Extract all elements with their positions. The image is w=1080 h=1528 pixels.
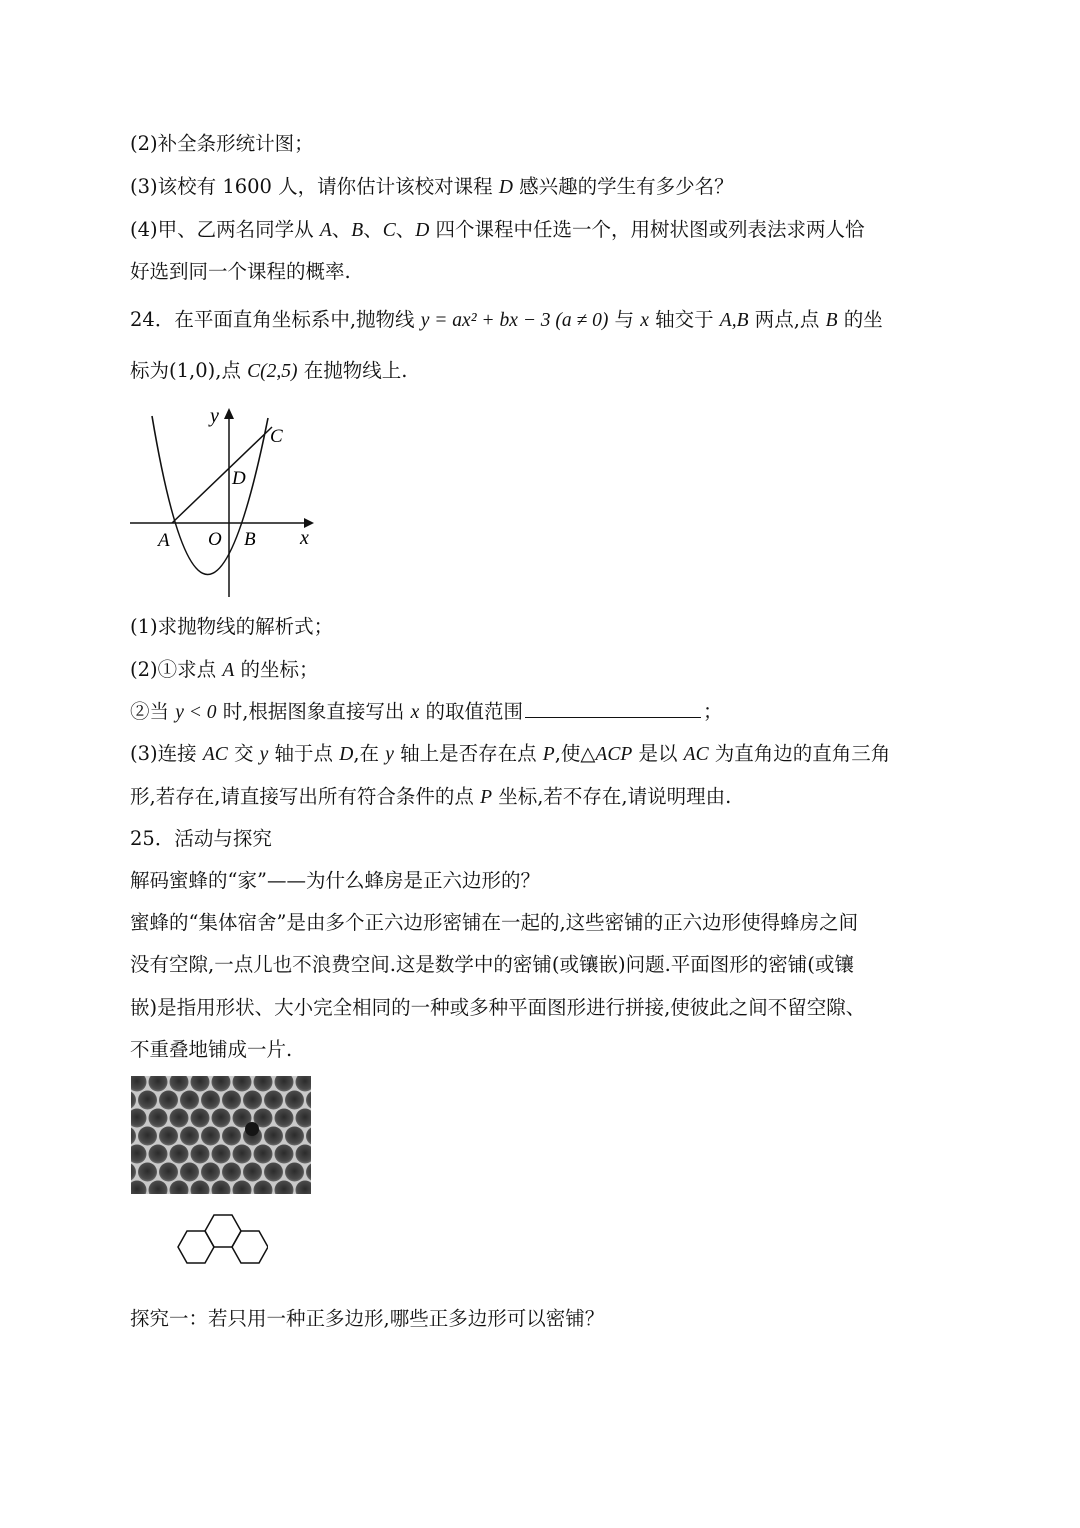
q25-subtitle: 解码蜜蜂的“家”——为什么蜂房是正六边形的？ [130,869,540,892]
honeycomb-cell [201,1127,220,1146]
honeycomb-cell [222,1091,241,1110]
hexagon-top [205,1215,241,1247]
q24-part3-line2: 形,若存在,请直接写出所有符合条件的点 P 坐标,若不存在,请说明理由. [130,785,732,808]
label-d: D [232,468,246,489]
q24-part2-1: (2)①求点 A 的坐标； [130,658,319,681]
honeycomb-cell [212,1109,231,1128]
label-b: B [244,529,256,550]
honeycomb-cell [159,1127,178,1146]
parabola-figure [128,402,328,602]
honeycomb-cell [191,1109,210,1128]
honeycomb-cell [243,1163,262,1182]
q25-para-line1: 蜜蜂的“集体宿舍”是由多个正六边形密铺在一起的,这些密铺的正六边形使得蜂房之间 [130,911,859,934]
honeycomb-cell [149,1109,168,1128]
honeycomb-cell [170,1145,189,1164]
y-axis-arrow [224,408,234,419]
honeycomb-cell [138,1091,157,1110]
honeycomb-cell [191,1145,210,1164]
q25-para-line4: 不重叠地铺成一片. [130,1038,293,1061]
honeycomb-cell [264,1163,283,1182]
honeycomb-cell [159,1091,178,1110]
honeycomb-cell [149,1145,168,1164]
q25-para-line2: 没有空隙,一点儿也不浪费空间.这是数学中的密铺(或镶嵌)问题.平面图形的密铺(或镶 [130,953,854,976]
q24-stem: 24．在平面直角坐标系中,抛物线 y = ax² + bx − 3 (a ≠ 0) 与 x 轴交于 A,B 两点,点 B 的坐 [130,308,883,331]
label-y: y [210,405,219,427]
honeycomb-cell [264,1127,283,1146]
q24-part2-2: ②当 y < 0 时,根据图象直接写出 x 的取值范围 ； [130,700,723,723]
q23-part2: (2)补全条形统计图； [130,132,314,155]
honeycomb-cell [233,1145,252,1164]
honeycomb-cell [138,1127,157,1146]
honeycomb-photo [131,1076,311,1194]
q24-part3: (3)连接 AC 交 y 轴于点 D,在 y 轴上是否存在点 P,使△ACP 是以 AC 为直角边的直角三角 [130,742,891,765]
honeycomb-cell [254,1145,273,1164]
honeycomb-cell [275,1145,294,1164]
honeycomb-cell [264,1091,283,1110]
label-c: C [270,426,283,447]
honeycomb-cell [201,1091,220,1110]
honeycomb-cell [285,1127,304,1146]
honeycomb-cell [222,1127,241,1146]
q25-explore1: 探究一：若只用一种正多边形,哪些正多边形可以密铺？ [130,1307,605,1330]
honeycomb-cell [285,1163,304,1182]
q24-formula: y = ax² + bx − 3 (a ≠ 0) [420,310,609,331]
honeycomb-cell [159,1163,178,1182]
hexagon-tiling-diagram [176,1210,268,1290]
label-a: A [158,530,170,551]
line-ac [172,427,272,523]
q23-part3: (3)该校有 1600 人，请你估计该校对课程 D 感兴趣的学生有多少名？ [130,175,734,198]
hexagon-bottom-left [178,1231,214,1263]
honeycomb-cell [138,1163,157,1182]
q24-stem-line2: 标为(1,0),点 C(2,5) 在抛物线上. [130,359,408,382]
label-o: O [208,529,222,550]
q25-para-line3: 嵌)是指用形状、大小完全相同的一种或多种平面图形进行拼接,使彼此之间不留空隙、 [130,996,866,1019]
q25-title: 25．活动与探究 [130,827,272,850]
honeycomb-cell [180,1091,199,1110]
honeycomb-cell [180,1127,199,1146]
hexagon-bottom-right [232,1231,268,1263]
honeycomb-cell [275,1109,294,1128]
honeycomb-cell [243,1091,262,1110]
honeycomb-cell [222,1163,241,1182]
label-x: x [300,527,309,549]
answer-blank[interactable] [525,699,701,718]
honeycomb-cell [212,1145,231,1164]
honeycomb-cell [180,1163,199,1182]
q23-part4: (4)甲、乙两名同学从 A、B、C、D 四个课程中任选一个，用树状图或列表法求两人恰 [130,218,865,241]
honeycomb-cell [285,1091,304,1110]
honeycomb-cell [170,1109,189,1128]
q24-part1: (1)求抛物线的解析式； [130,615,334,638]
q23-part4-line2: 好选到同一个课程的概率. [130,260,351,283]
bee [245,1122,259,1136]
honeycomb-cell [201,1163,220,1182]
